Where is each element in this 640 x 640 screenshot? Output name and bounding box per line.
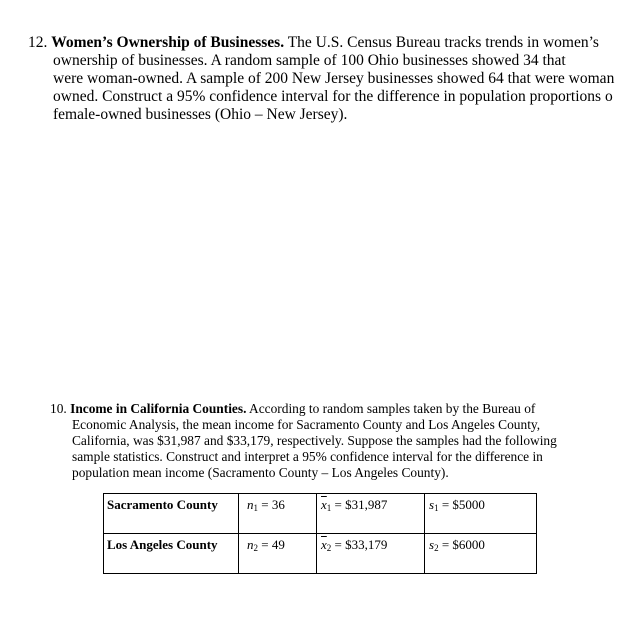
sample-mean-cell: $\overline{x}_2$ = $33,179 — [317, 534, 425, 574]
problem-10-title: Income in California Counties. — [70, 401, 247, 416]
sample-mean-cell: $\overline{x}_1$ = $31,987 — [317, 494, 425, 534]
sample-statistics-table — [103, 493, 537, 574]
problem-10-number: 10. — [50, 401, 67, 416]
sample-size-cell: $n_2 = 49$ — [239, 534, 317, 574]
sample-sd-cell: $s_2$ = $6000 — [425, 534, 537, 574]
county-cell: Los Angeles County — [104, 534, 239, 574]
problem-12-text-line: female-owned businesses (Ohio – New Jersey). — [53, 106, 348, 123]
problem-12-text-line: were woman-owned. A sample of 200 New Jersey businesses showed 64 that were woman — [53, 70, 615, 87]
table-row — [104, 534, 537, 574]
problem-10-text-line: California, was $31,987 and $33,179, respectively. Suppose the samples had the following — [72, 433, 557, 448]
problem-10-text-line: population mean income (Sacramento County – Los Angeles County). — [72, 465, 449, 480]
problem-10-text-line: According to random samples taken by the Bureau of — [249, 401, 536, 416]
problem-12-text-line: ownership of businesses. A random sample of 100 Ohio businesses showed 34 that — [53, 52, 566, 69]
problem-12 — [28, 34, 628, 124]
problem-10-first-line — [50, 401, 590, 417]
problem-12-first-line — [28, 34, 628, 52]
problem-12-text-line: owned. Construct a 95% confidence interval for the difference in population proportions o — [53, 88, 613, 105]
problem-12-text-line: The U.S. Census Bureau tracks trends in women’s — [287, 34, 599, 51]
problem-10-text-line: Economic Analysis, the mean income for Sacramento County and Los Angeles County, — [72, 417, 541, 432]
table-row — [104, 494, 537, 534]
problem-12-number: 12. — [28, 34, 48, 51]
sample-sd-cell: $s_1$ = $5000 — [425, 494, 537, 534]
county-cell: Sacramento County — [104, 494, 239, 534]
problem-10 — [50, 401, 590, 481]
sample-size-cell: $n_1 = 36$ — [239, 494, 317, 534]
problem-12-title: Women’s Ownership of Businesses. — [51, 34, 285, 51]
problem-10-text-line: sample statistics. Construct and interpret a 95% confidence interval for the difference in — [72, 449, 543, 464]
